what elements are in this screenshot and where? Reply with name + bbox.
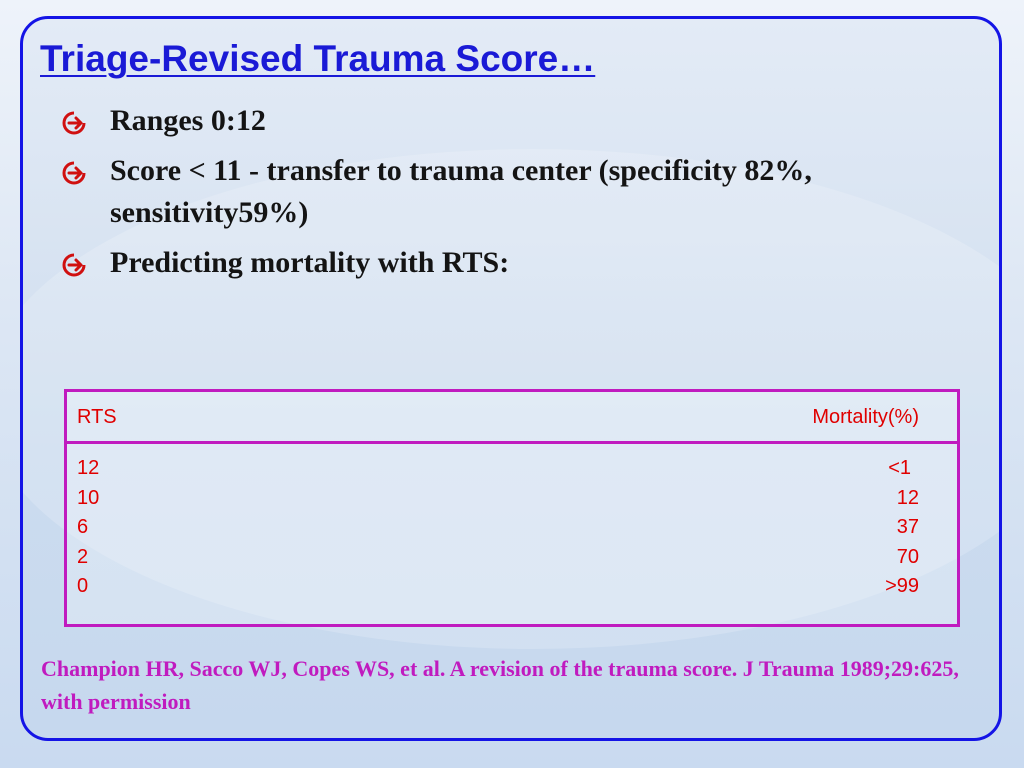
bullet-item: [62, 242, 992, 284]
slide-title: Triage-Revised Trauma Score…: [40, 38, 596, 79]
mortality-cell: 12: [896, 486, 919, 509]
bullet-text: Predicting mortality with RTS:: [110, 246, 510, 279]
bullet-item: [62, 150, 992, 234]
table-header: [67, 392, 957, 444]
citation-text: Champion HR, Sacco WJ, Copes WS, et al. A revision of the trauma score. J Trauma 1989;29:625, with permission: [41, 656, 959, 714]
mortality-table: [64, 389, 960, 627]
column-header-mortality: Mortality(%): [812, 406, 919, 428]
column-header-rts: RTS: [77, 406, 117, 428]
table-body: [67, 444, 957, 605]
rts-cell: 12: [77, 457, 100, 479]
mortality-cell: <1: [888, 457, 911, 479]
table-row: [67, 575, 957, 605]
rts-cell: 10: [77, 486, 100, 509]
bullet-list: [62, 100, 992, 292]
bullet-text: Score < 11 - transfer to trauma center (specificity 82%, sensitivity59%): [110, 154, 812, 229]
rts-cell: 0: [77, 575, 89, 597]
table-row: [67, 487, 957, 517]
table-row: [67, 457, 957, 487]
table-row: [67, 546, 957, 576]
rts-cell: 2: [77, 545, 89, 568]
circled-arrow-right-icon: [62, 111, 86, 135]
circled-arrow-right-icon: [62, 161, 86, 185]
bullet-text: Ranges 0:12: [110, 104, 266, 137]
mortality-cell: 37: [896, 516, 919, 538]
bullet-item: [62, 100, 992, 142]
table-row: [67, 516, 957, 546]
mortality-cell: >99: [885, 575, 919, 597]
mortality-cell: 70: [896, 545, 919, 568]
rts-cell: 6: [77, 516, 89, 538]
circled-arrow-right-icon: [62, 253, 86, 277]
